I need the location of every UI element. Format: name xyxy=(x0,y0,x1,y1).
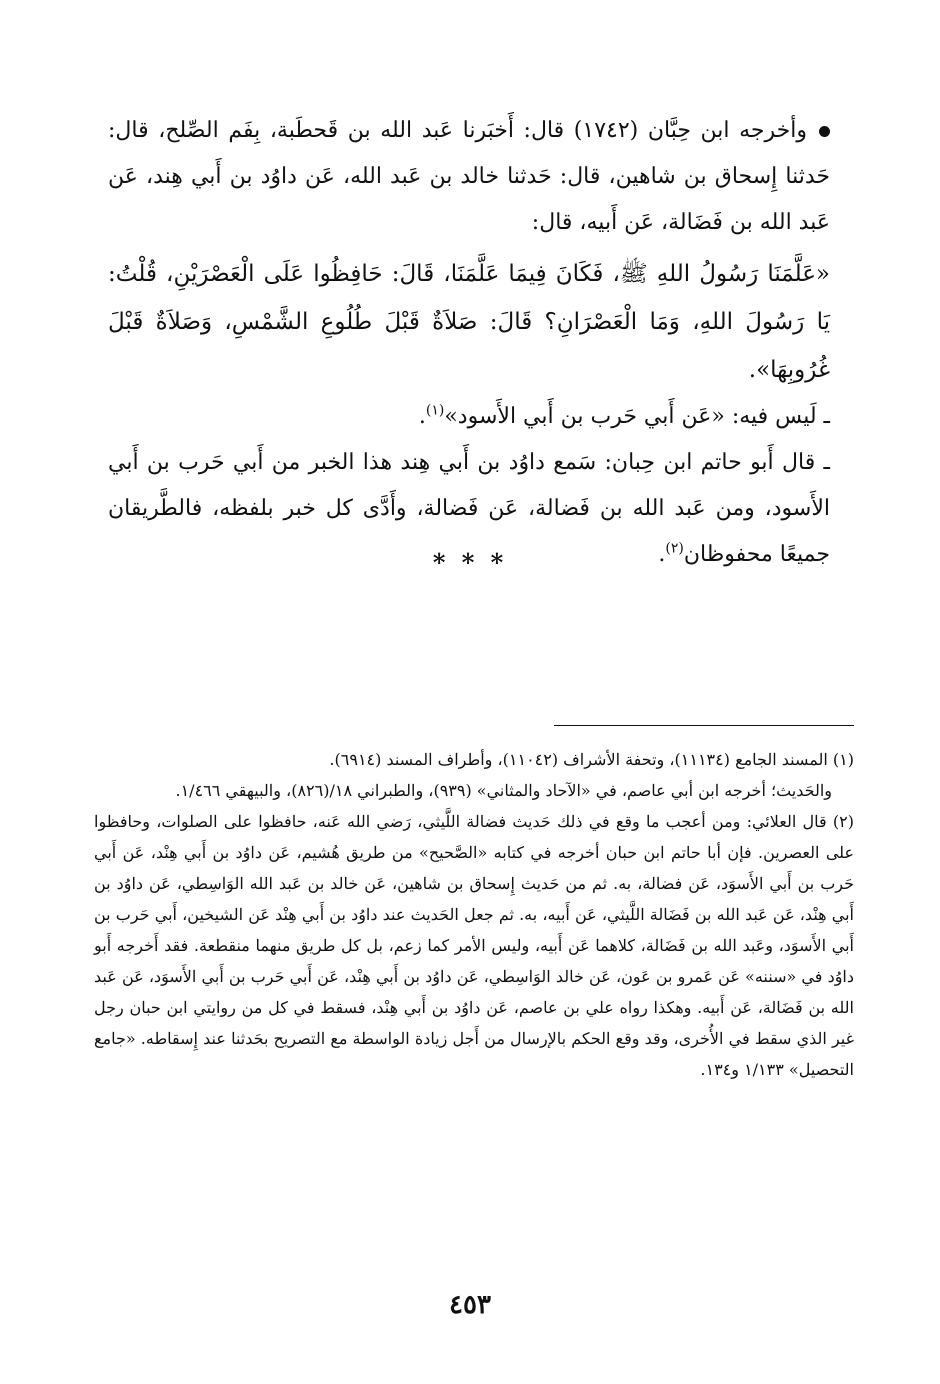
main-text xyxy=(108,108,830,578)
paragraph-takhrij xyxy=(108,108,830,246)
footnote-2: (٢) قال العلائي: ومن أعجب ما وقع في ذلك حَديث فضالة اللَّيثي، رَضي الله عَنه، حافظوا على الصلوات، وحافظوا على العصرين. فإن أبا حاتم ابن حبان أخرجه في كتابه «الصَّحيح» من طريق هُشيم، عَن داوُد بن أَبي هِنْد، عَن أَبي حَرب بن أَبي الأَسوَد، عَن فضالة، به. ثم من حَديث إِسحاق بن شاهين، عَن خالد بن عَبد الله الوَاسِطي، عَن داوُد بن أَبي هِنْد، عَن عَبد الله بن فَضَالة اللَّيثي، عَن أَبيه، به. ثم جعل الحَديث عند داوُد بن أَبي هِنْد عَن الشيخين، أَبي حَرب بن أَبي الأَسوَد، وعَبد الله بن فَضَالة، كلاهما عَن أَبيه، وليس الأمر كما زعم، بل كل طريق منهما منقطعة. فقد أَخرجه أَبو داوُد في «سننه» عَن عَمرو بن عَون، عَن خالد الوَاسِطي، عَن داوُد بن أَبي هِنْد، عَن أَبي حَرب بن أَبي الأَسوَد، عَن عَبد الله بن فَضَالة، عَن أَبيه. وهكذا رواه علي بن عاصم، عَن داوُد بن أَبي هِنْد، فسقط في كل من روايتي ابن حبان رجل غير الذي سقط في الأُخرى، وقد وقع الحكم بالإرسال من أَجل زيادة الواسطة مع التصريح بحَدثنا عند إِسقاطه. «جامع التحصيل» ١/١٣٣ و١٣٤. xyxy=(94,812,855,1079)
footnote-1-line-2: والحَديث؛ أخرجه ابن أبي عاصم، في «الآحاد والمثاني» (٩٣٩)، والطبراني ١٨/(٨٢٦)، والبيهقي ١/٤٦٦. xyxy=(175,781,832,800)
footnote-divider xyxy=(554,725,854,726)
footnote-1-line-1: (١) المسند الجامع (١١١٣٤)، وتحفة الأشراف (١١٠٤٢)، وأطراف المسند (٦٩١٤). xyxy=(329,750,854,769)
note-line-text: ـ لَيس فيه: «عَن أَبي حَرب بن أَبي الأَسود» xyxy=(444,404,830,429)
section-separator: * * * xyxy=(432,548,508,577)
hadith-text: «عَلَّمَنَا رَسُولُ اللهِ ﷺ، فَكَانَ فِيمَا عَلَّمَنَا، قَالَ: حَافِظُوا عَلَى الْعَصْرَيْنِ، قُلْتُ: يَا رَسُولَ اللهِ، وَمَا الْعَصْرَانِ؟ قَالَ: صَلاَةٌ قَبْلَ طُلُوعِ الشَّمْسِ، وَصَلاَةٌ قَبْلَ غُرُوبِهَا». xyxy=(108,261,830,383)
paragraph-ibn-hibban-end: . xyxy=(658,542,666,567)
paragraph-takhrij-text: وأخرجه ابن حِبَّان (١٧٤٢) قال: أَخبَرنا عَبد الله بن قَحطَبة، بِفَم الصِّلح، قال: حَدثنا إِسحاق بن شاهين، قال: حَدثنا خالد بن عَبد الله، عَن داوُد بن أَبي هِند، عَن عَبد الله بن فَضَالة، عَن أَبيه، قال: xyxy=(108,118,830,235)
footnote-ref-2[interactable]: (٢) xyxy=(665,540,684,557)
note-line xyxy=(108,394,830,440)
footnotes xyxy=(94,744,854,1085)
note-line-end: . xyxy=(418,404,426,429)
paragraph-ibn-hibban-text: ـ قال أَبو حاتم ابن حِبان: سَمع داوُد بن أَبي هِند هذا الخبر من أَبي حَرب بن أَبي الأَسود، ومن عَبد الله بن فَضالة، عَن فَضالة، وأَدَّى كل خبر بلفظه، فالطَّريقان جميعًا محفوظان xyxy=(108,450,830,567)
bullet-icon xyxy=(819,126,830,137)
page-number: ٤٥٣ xyxy=(449,1290,491,1320)
footnote-ref-1[interactable]: (١) xyxy=(425,402,445,419)
